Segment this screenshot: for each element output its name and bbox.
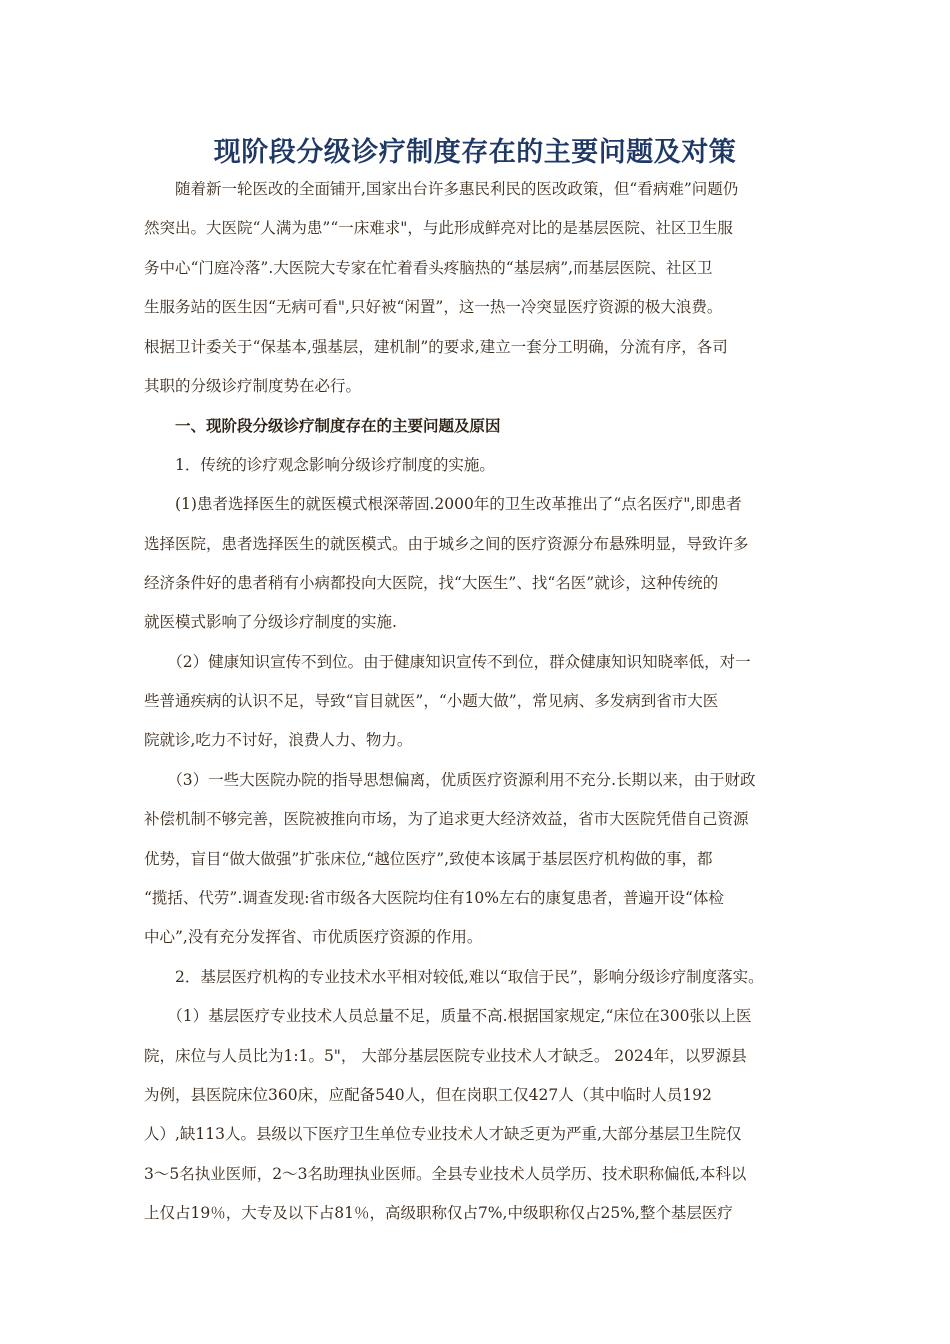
text-line: 务中心“门庭冷落”.大医院大专家在忙着看头疼脑热的“基层病”,而基层医院、社区卫 bbox=[144, 258, 713, 277]
text-line: 就医模式影响了分级诊疗制度的实施. bbox=[144, 613, 397, 632]
text-line: 2．基层医疗机构的专业技术水平相对较低,难以“取信于民”，影响分级诊疗制度落实。 bbox=[144, 967, 764, 986]
section-heading: 一、现阶段分级诊疗制度存在的主要问题及原因 bbox=[144, 416, 501, 436]
text-line: 随着新一轮医改的全面铺开,国家出台许多惠民利民的医改政策，但“看病难”问题仍 bbox=[144, 180, 739, 198]
text-line: 生服务站的医生因“无病可看",只好被“闲置”，这一热一冷突显医疗资源的极大浪费。 bbox=[144, 298, 723, 317]
text-line: 补偿机制不够完善，医院被推向市场，为了追求更大经济效益，省市大医院凭借自己资源 bbox=[144, 810, 749, 829]
text-line: 其职的分级诊疗制度势在必行。 bbox=[144, 376, 362, 395]
text-line: 优势，盲目“做大做强”扩张床位,“越位医疗”,致使本该属于基层医疗机构做的事，都 bbox=[144, 849, 713, 868]
text-line: 院，床位与人员比为1:1。5"， 大部分基层医院专业技术人才缺乏。 2024年，以罗源县 bbox=[144, 1046, 747, 1065]
text-line: (1)患者选择医生的就医模式根深蒂固.2000年的卫生改革推出了“点名医疗",即患者 bbox=[144, 495, 742, 514]
text-line: （1）基层医疗专业技术人员总量不足，质量不高.根据国家规定,“床位在300张以上医 bbox=[144, 1007, 752, 1026]
text-line: 选择医院，患者选择医生的就医模式。由于城乡之间的医疗资源分布悬殊明显，导致许多 bbox=[144, 534, 749, 553]
text-line: 院就诊,吃力不讨好，浪费人力、物力。 bbox=[144, 731, 413, 750]
text-line: 根据卫计委关于“保基本,强基层，建机制”的要求,建立一套分工明确，分流有序，各司 bbox=[144, 337, 728, 356]
text-line: “揽括、代劳”.调查发现:省市级各大医院均住有10%左右的康复患者，普遍开设“体检 bbox=[144, 889, 724, 908]
text-line: 人）,缺113人。县级以下医疗卫生单位专业技术人才缺乏更为严重,大部分基层卫生院仅 bbox=[144, 1125, 742, 1144]
text-line: 中心”,没有充分发挥省、市优质医疗资源的作用。 bbox=[144, 928, 483, 947]
text-line: 1．传统的诊疗观念影响分级诊疗制度的实施。 bbox=[144, 455, 495, 474]
text-line: （3）一些大医院办院的指导思想偏离，优质医疗资源利用不充分.长期以来，由于财政 bbox=[144, 770, 756, 789]
text-line: 3～5名执业医师，2～3名助理执业医师。全县专业技术人员学历、技术职称偏低,本科以 bbox=[144, 1164, 747, 1183]
text-line: 上仅占19％，大专及以下占81％，高级职称仅占7%,中级职称仅占25%,整个基层医疗 bbox=[144, 1204, 733, 1223]
document-body bbox=[144, 170, 816, 1234]
text-line: 经济条件好的患者稍有小病都投向大医院，找“大医生”、找“名医”就诊，这种传统的 bbox=[144, 573, 719, 592]
text-line: 为例，县医院床位360床，应配备540人，但在岗职工仅427人（其中临时人员192 bbox=[144, 1085, 712, 1104]
text-line: （2）健康知识宣传不到位。由于健康知识宣传不到位，群众健康知识知晓率低，对一 bbox=[144, 652, 751, 671]
text-line: 然突出。大医院“人满为患”“一床难求"，与此形成鲜亮对比的是基层医院、社区卫生服 bbox=[144, 219, 733, 238]
document-title: 现阶段分级诊疗制度存在的主要问题及对策 bbox=[213, 137, 737, 168]
text-line: 些普通疾病的认识不足，导致“盲目就医”，“小题大做”，常见病、多发病到省市大医 bbox=[144, 692, 719, 711]
